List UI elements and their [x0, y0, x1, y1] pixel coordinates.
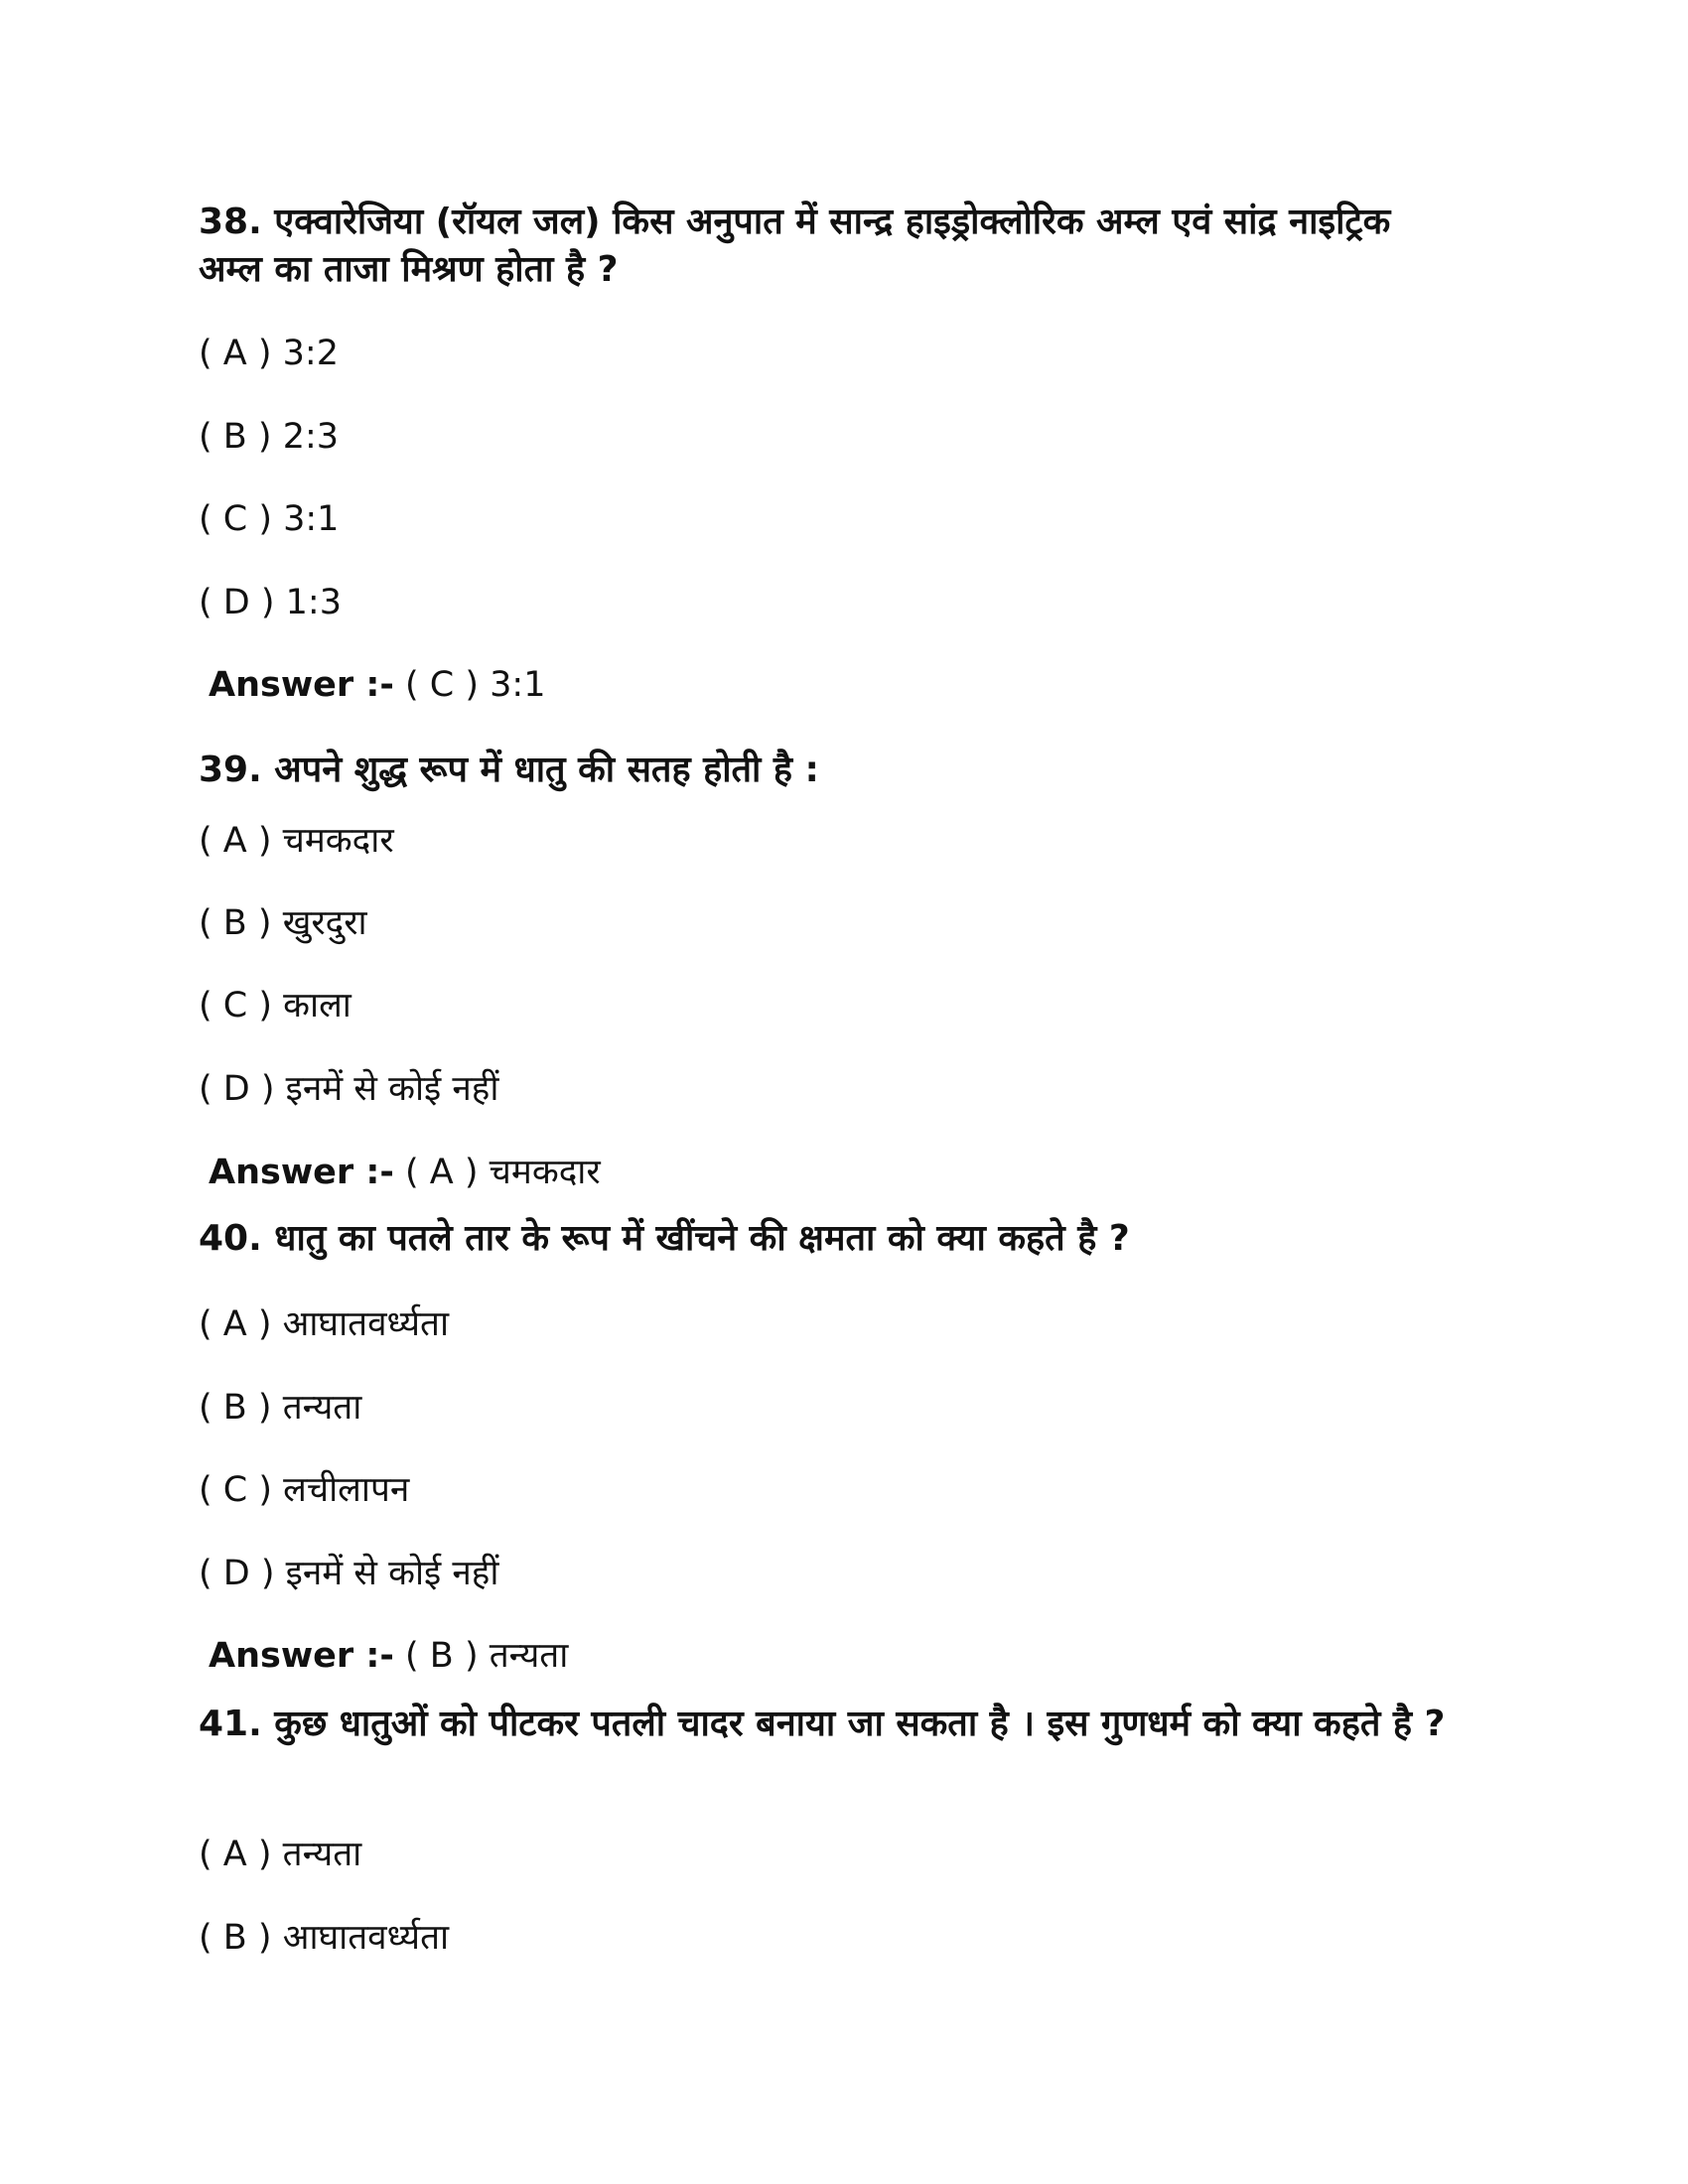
answer-value: ( C ) 3:1 — [405, 665, 546, 705]
question-38-option-c: ( C ) 3:1 — [199, 499, 340, 539]
question-41-option-a: ( A ) तन्यता — [199, 1835, 362, 1874]
question-38-option-d: ( D ) 1:3 — [199, 583, 342, 622]
question-40-title: 40. धातु का पतले तार के रूप में खींचने की क्षमता को क्या कहते है ? — [199, 1218, 1130, 1259]
answer-value: ( A ) चमकदार — [405, 1153, 601, 1192]
question-38-answer — [209, 663, 545, 707]
answer-label: Answer :- — [209, 1636, 394, 1676]
question-39-option-c: ( C ) काला — [199, 986, 352, 1025]
question-40-option-c: ( C ) लचीलापन — [199, 1470, 410, 1510]
question-40-option-b: ( B ) तन्यता — [199, 1388, 362, 1428]
question-41-option-b: ( B ) आघातवर्ध्यता — [199, 1918, 450, 1958]
question-40-answer — [209, 1634, 568, 1678]
question-41-title: 41. कुछ धातुओं को पीटकर पतली चादर बनाया जा सकता है । इस गुणधर्म को क्या कहते है ? — [199, 1704, 1446, 1744]
question-39-title: 39. अपने शुद्ध रूप में धातु की सतह होती है : — [199, 750, 819, 790]
question-39-option-d: ( D ) इनमें से कोई नहीं — [199, 1069, 499, 1109]
answer-label: Answer :- — [209, 1153, 394, 1192]
question-40-option-a: ( A ) आघातवर्ध्यता — [199, 1304, 450, 1344]
answer-label: Answer :- — [209, 665, 394, 705]
answer-value: ( B ) तन्यता — [405, 1636, 569, 1676]
question-39-answer — [209, 1151, 601, 1194]
question-40-option-d: ( D ) इनमें से कोई नहीं — [199, 1554, 499, 1593]
question-38-option-a: ( A ) 3:2 — [199, 334, 339, 373]
question-39-option-a: ( A ) चमकदार — [199, 821, 394, 861]
question-38-title: 38. एक्वारेजिया (रॉयल जल) किस अनुपात में सान्द्र हाइड्रोक्लोरिक अम्ल एवं सांद्र नाइट्रिक अम्ल का ताजा मिश्रण होता है ? — [199, 202, 1391, 290]
question-38-option-b: ( B ) 2:3 — [199, 417, 340, 457]
question-39-option-b: ( B ) खुरदुरा — [199, 903, 367, 943]
